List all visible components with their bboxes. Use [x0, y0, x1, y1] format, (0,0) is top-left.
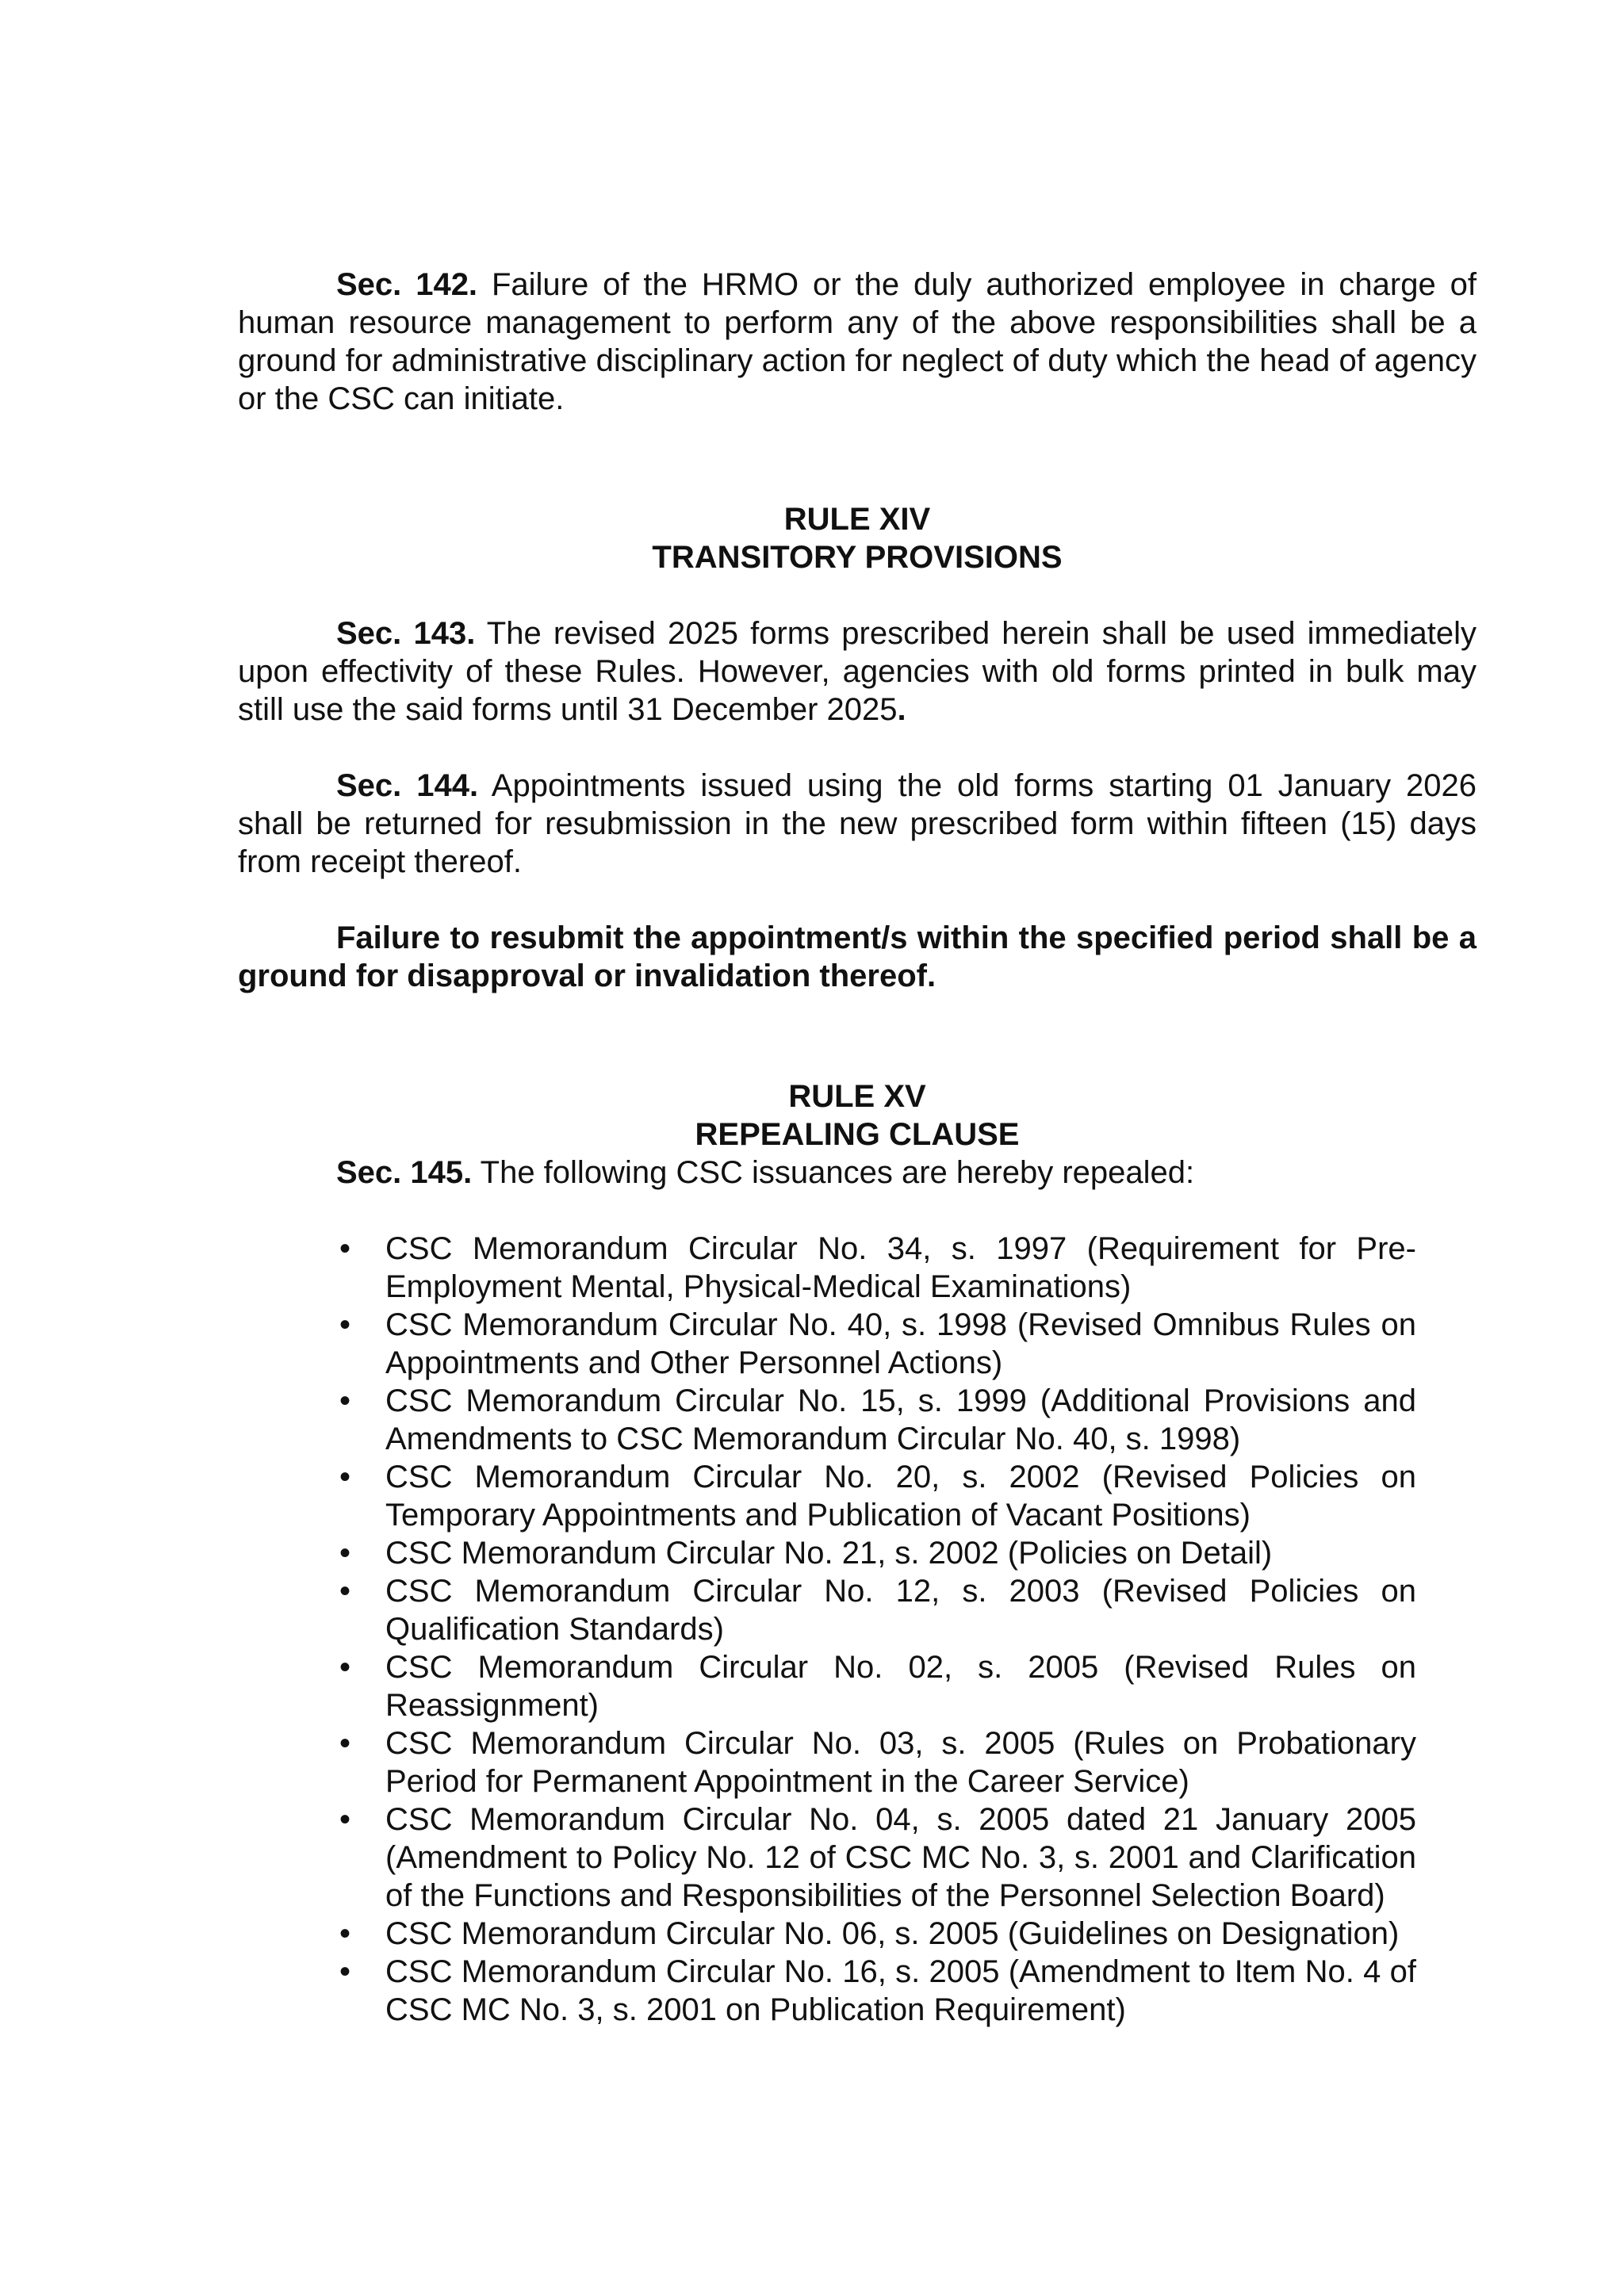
section-143-end: . — [897, 692, 906, 727]
bullet-icon: • — [339, 1307, 351, 1342]
section-143 — [238, 614, 1477, 729]
list-item — [339, 1306, 1416, 1382]
rule-xiv-title: RULE XIV — [783, 502, 931, 537]
list-item — [339, 1230, 1416, 1306]
bullet-icon: • — [339, 1802, 351, 1837]
section-142-text: Failure of the HRMO or the duly authorized employee in charge of human resource management to perform any of the above responsibilities shall be a ground for administrative disciplinary action for neglect of duty which the head of agency or the CSC can initiate. — [238, 267, 1477, 416]
list-item-text: CSC Memorandum Circular No. 02, s. 2005 (Revised Rules on Reassignment) — [385, 1650, 1416, 1723]
list-item-text: CSC Memorandum Circular No. 21, s. 2002 (Policies on Detail) — [385, 1536, 1273, 1571]
section-145-label: Sec. 145. — [336, 1155, 473, 1190]
rule-xv-subtitle: REPEALING CLAUSE — [695, 1117, 1020, 1152]
section-143-text: The revised 2025 forms prescribed herein shall be used immediately upon effectivity of these Rules. However, agencies with old forms printed in bulk may still use the said forms until 31 December 2025 — [238, 616, 1477, 727]
section-144-text: Appointments issued using the old forms starting 01 January 2026 shall be returned for resubmission in the new prescribed form within fifteen (15) days from receipt thereof. — [238, 768, 1477, 879]
section-145 — [238, 1154, 1477, 1192]
bullet-icon: • — [339, 1916, 351, 1951]
bullet-icon: • — [339, 1954, 351, 1989]
bullet-icon: • — [339, 1726, 351, 1761]
list-item-text: CSC Memorandum Circular No. 20, s. 2002 (Revised Policies on Temporary Appointments and Publication of Vacant Positions) — [385, 1460, 1416, 1533]
section-143-label: Sec. 143. — [336, 616, 476, 651]
bullet-icon: • — [339, 1536, 351, 1571]
section-144-label: Sec. 144. — [336, 768, 479, 803]
bullet-icon: • — [339, 1231, 351, 1266]
bullet-icon: • — [339, 1574, 351, 1609]
list-item-text: CSC Memorandum Circular No. 40, s. 1998 (Revised Omnibus Rules on Appointments and Other Personnel Actions) — [385, 1307, 1416, 1380]
list-item-text: CSC Memorandum Circular No. 16, s. 2005 (Amendment to Item No. 4 of CSC MC No. 3, s. 2001 on Publication Requirement) — [385, 1954, 1416, 2027]
list-item-text: CSC Memorandum Circular No. 06, s. 2005 (Guidelines on Designation) — [385, 1916, 1400, 1951]
section-142 — [238, 266, 1477, 418]
rule-xiv-subtitle: TRANSITORY PROVISIONS — [652, 540, 1063, 575]
bullet-icon: • — [339, 1460, 351, 1494]
list-item-text: CSC Memorandum Circular No. 12, s. 2003 (Revised Policies on Qualification Standards) — [385, 1574, 1416, 1647]
list-item — [339, 1534, 1416, 1572]
list-item — [339, 1572, 1416, 1648]
list-item-text: CSC Memorandum Circular No. 34, s. 1997 (Requirement for Pre-Employment Mental, Physical-Medical Examinations) — [385, 1231, 1416, 1304]
list-item — [339, 1953, 1416, 2029]
rule-xv-title: RULE XV — [788, 1079, 926, 1114]
bullet-icon: • — [339, 1383, 351, 1418]
bullet-icon: • — [339, 1650, 351, 1685]
section-144-bold-note: Failure to resubmit the appointment/s within the specified period shall be a ground for disapproval or invalidation thereof. — [238, 920, 1477, 993]
list-item — [339, 1458, 1416, 1534]
section-145-text: The following CSC issuances are hereby repealed: — [472, 1155, 1195, 1190]
list-item — [339, 1800, 1416, 1915]
document-page — [238, 266, 1477, 2029]
repealed-issuances-list — [238, 1230, 1477, 2029]
list-item — [339, 1724, 1416, 1800]
section-144 — [238, 767, 1477, 881]
list-item — [339, 1915, 1416, 1953]
list-item — [339, 1648, 1416, 1724]
list-item — [339, 1382, 1416, 1458]
section-142-label: Sec. 142. — [336, 267, 478, 302]
list-item-text: CSC Memorandum Circular No. 03, s. 2005 (Rules on Probationary Period for Permanent Appointment in the Career Service) — [385, 1726, 1416, 1799]
list-item-text: CSC Memorandum Circular No. 15, s. 1999 (Additional Provisions and Amendments to CSC Memorandum Circular No. 40, s. 1998) — [385, 1383, 1416, 1456]
list-item-text: CSC Memorandum Circular No. 04, s. 2005 dated 21 January 2005 (Amendment to Policy No. 12 of CSC MC No. 3, s. 2001 and Clarification of the Functions and Responsibilities of the Personnel Selection Board) — [385, 1802, 1416, 1913]
